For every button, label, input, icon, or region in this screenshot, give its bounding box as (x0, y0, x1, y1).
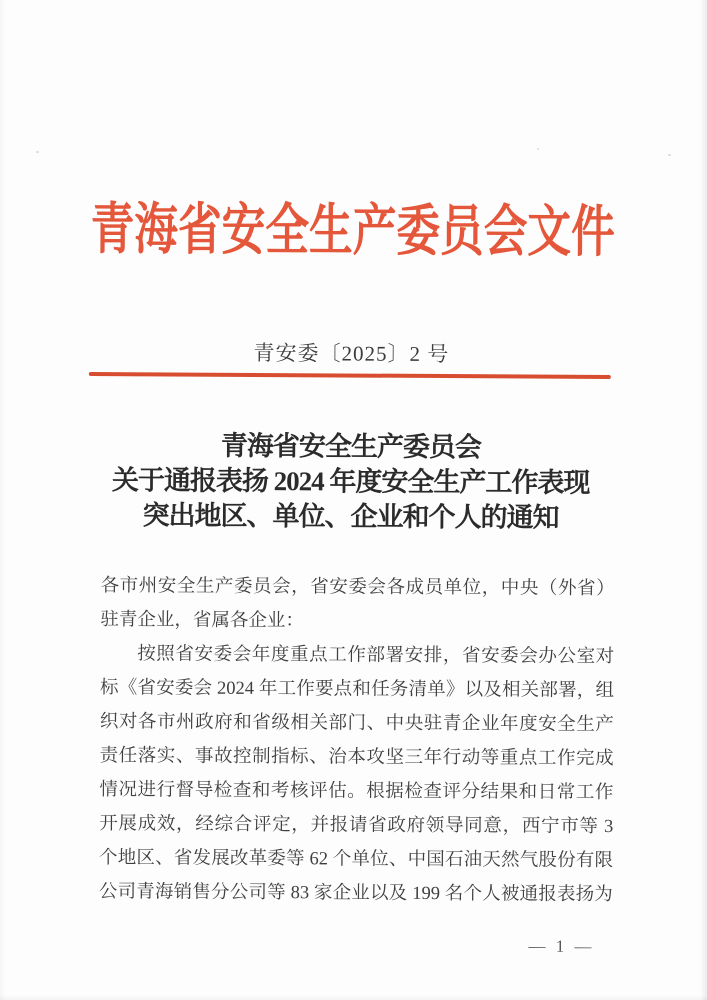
body-line: 责任落实、事故控制指标、治本攻坚三年行动等重点工作完成 (99, 746, 614, 770)
body-line: 织对各市州政府和省级相关部门、中央驻青企业年度安全生产 (99, 712, 614, 736)
body-line: 各市州安全生产委员会，省安委会各成员单位，中央（外省） (100, 576, 615, 600)
scan-speck (36, 151, 39, 153)
body-line: 按照省安委会年度重点工作部署安排，省安委会办公室对 (137, 644, 615, 668)
body-line: 开展成效，经综合评定，并报请省政府领导同意，西宁市等 3 (99, 814, 614, 838)
banner-title-text: 青海省安全生产委员会文件 (89, 199, 615, 265)
doc-title-line: 突出地区、单位、企业和个人的通知 (142, 500, 559, 533)
page-edge-shade-left (0, 0, 6, 1000)
doc-number: 青安委〔2025〕2 号 (253, 340, 450, 367)
doc-title (0, 427, 705, 536)
doc-title-line: 关于通报表扬 2024 年度安全生产工作表现 (111, 465, 590, 498)
body-line: 个地区、省发展改革委等 62 个单位、中国石油天然气股份有限 (99, 848, 614, 872)
body-line: 标《省安委会 2024 年工作要点和任务清单》以及相关部署，组 (99, 678, 615, 702)
body-line: 公司青海销售分公司等 83 家企业以及 199 名个人被通报表扬为 (98, 882, 613, 906)
scan-speck (668, 154, 671, 156)
scan-speck (537, 148, 539, 150)
body-line: 驻青企业，省属各企业： (100, 610, 304, 632)
page-number: — 1 — (528, 936, 595, 956)
banner-title (0, 198, 706, 264)
doc-title-line: 青海省安全生产委员会 (220, 430, 482, 463)
red-divider-line (89, 372, 611, 379)
page-edge-shade-right (700, 0, 707, 1000)
page-edge-shade-bottom (0, 995, 707, 1000)
body-line: 情况进行督导检查和考核评估。根据检查评分结果和日常工作 (99, 780, 614, 804)
body-text (99, 569, 615, 912)
